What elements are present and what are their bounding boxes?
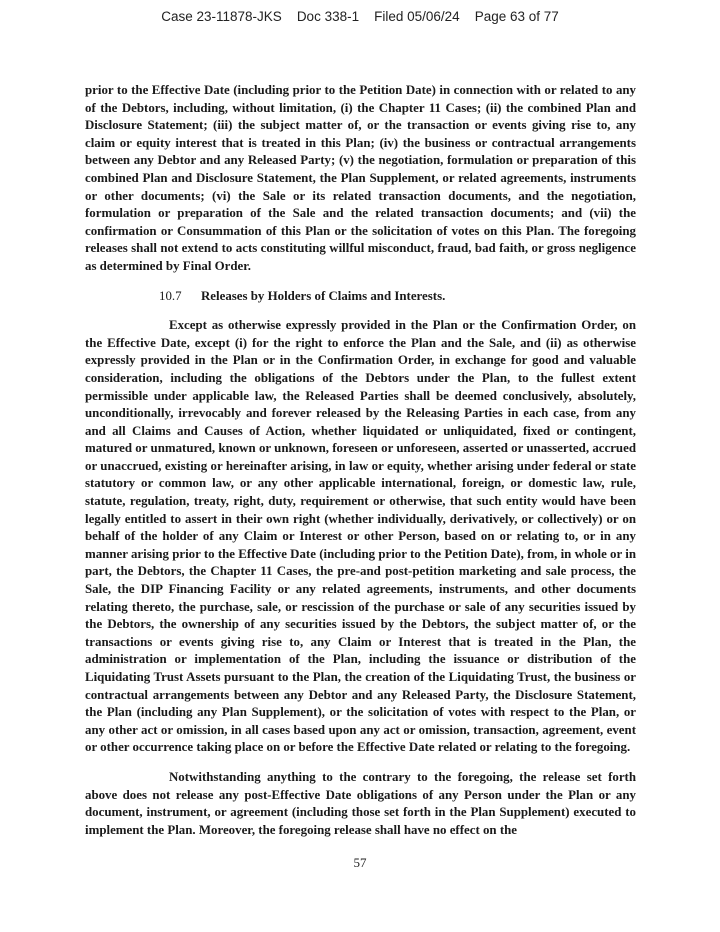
- document-body: [85, 82, 636, 839]
- case-number: Case 23-11878-JKS: [161, 9, 282, 24]
- paragraph-notwithstanding: Notwithstanding anything to the contrary to the foregoing, the release set forth above does not release any post-Effective Date obligations of any Person under the Plan or any document, instrument, or agreement (including those set forth in the Plan Supplement) executed to implement the Plan. Moreover, the foregoing release shall have no effect on the: [85, 769, 636, 837]
- paragraph-continuation: prior to the Effective Date (including prior to the Petition Date) in connection with or related to any of the Debtors, including, without limitation, (i) the Chapter 11 Cases; (ii) the combined Plan and Disclosure Statement; (iii) the subject matter of, or the transaction or events giving rise to, any claim or equity interest that is treated in this Plan; (iv) the business or contractual arrangements between any Debtor and any Released Party; (v) the negotiation, formulation or preparation of this combined Plan and Disclosure Statement, the Plan Supplement, or related agreements, instruments or other documents; (vi) the Sale or its related transaction documents, and the negotiation, formulation or preparation of the Sale and the related transaction documents; and (vii) the confirmation or Consummation of this Plan or the solicitation of votes on this Plan. The foregoing releases shall not extend to acts constituting willful misconduct, fraud, bad faith, or gross negligence as determined by Final Order.: [85, 83, 636, 273]
- page-of-total: Page 63 of 77: [474, 9, 559, 24]
- filed-date: Filed 05/06/24: [374, 9, 460, 24]
- doc-number: Doc 338-1: [296, 9, 360, 24]
- section-number: 10.7: [159, 288, 182, 303]
- section-heading: [85, 288, 636, 306]
- case-header: [0, 9, 720, 24]
- paragraph-releases: Except as otherwise expressly provided in the Plan or the Confirmation Order, on the Effective Date, except (i) for the right to enforce the Plan and the Sale, and (ii) as otherwise expressly provided in the Plan or in the Confirmation Order, in exchange for good and valuable consideration, including the obligations of the Debtors under the Plan, to the fullest extent permissible under applicable law, the Released Parties shall be deemed conclusively, absolutely, unconditionally, irrevocably and forever released by the Releasing Parties in each case, from any and all Claims and Causes of Action, whether liquidated or unliquidated, fixed or contingent, matured or unmatured, known or unknown, foreseen or unforeseen, asserted or unasserted, accrued or unaccrued, existing or hereinafter arising, in law or equity, whether arising under federal or state statutory or common law, or any other applicable international, foreign, or domestic law, rule, statute, regulation, treaty, right, duty, requirement or otherwise, that such entity would have been legally entitled to assert in their own right (whether individually, derivatively, or collectively) or on behalf of the holder of any Claim or Interest or other Person, based on or relating to, or in any manner arising prior to the Effective Date (including prior to the Petition Date), from, in whole or in part, the Debtors, the Chapter 11 Cases, the pre-and post-petition marketing and sale process, the Sale, the DIP Financing Facility or any related agreements, instruments, and other documents relating thereto, the purchase, sale, or rescission of the purchase or sale of any securities issued by the Debtors, the ownership of any securities issued by the Debtors, the subject matter of, or the transactions or events giving rise to, any Claim or Interest that is treated in the Plan, the administration or implementation of the Plan, including the issuance or distribution of the Liquidating Trust Assets pursuant to the Plan, the creation of the Liquidating Trust, the business or contractual arrangements between any Debtor and any Released Party, the Disclosure Statement, the Plan (including any Plan Supplement), or the solicitation of votes with respect to the Plan, or any other act or omission, in all cases based upon any act or omission, transaction, agreement, event or other occurrence taking place on or before the Effective Date related or relating to the foregoing.: [85, 318, 636, 755]
- section-title: Releases by Holders of Claims and Interests.: [201, 288, 446, 303]
- page-number: 57: [353, 855, 367, 870]
